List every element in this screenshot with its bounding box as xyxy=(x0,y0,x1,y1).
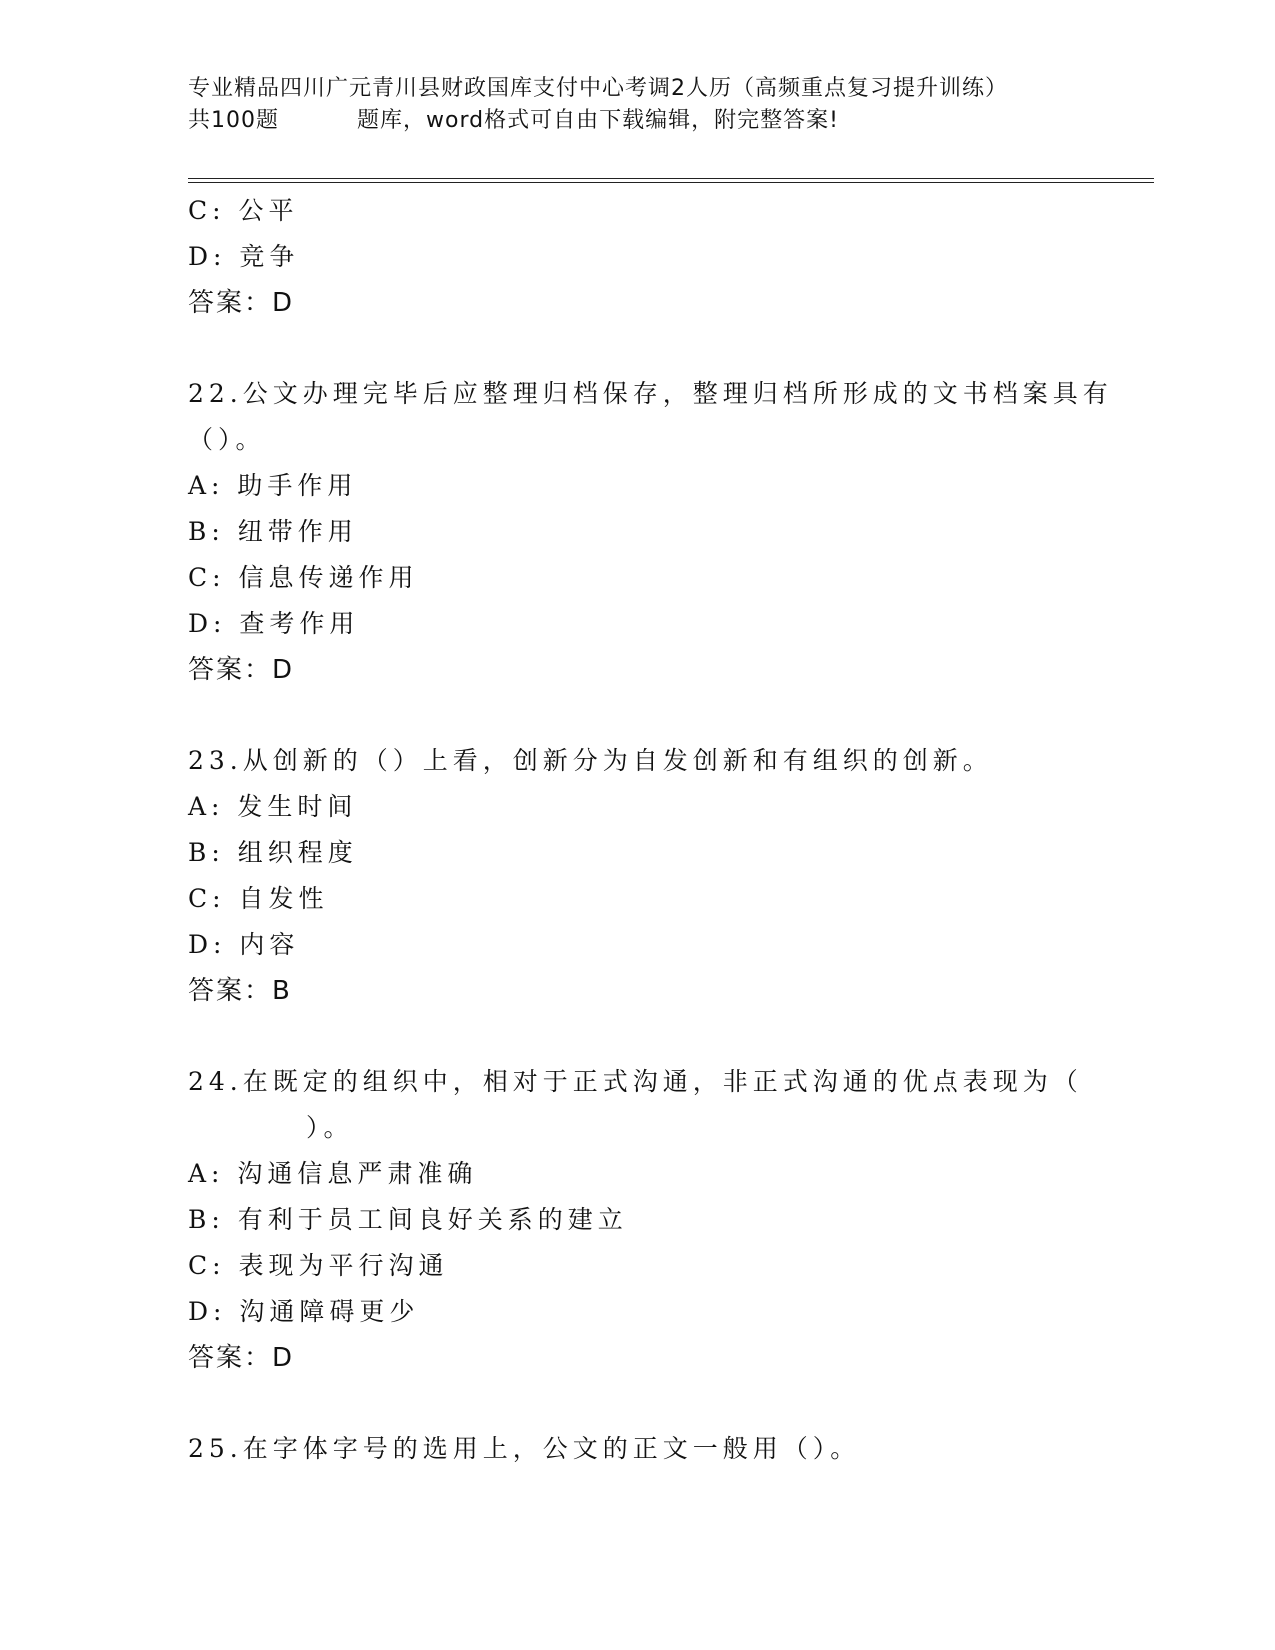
option-a: A: 助手作用 xyxy=(188,471,358,500)
header-subtitle-line xyxy=(188,105,1148,137)
option-c: C: 自发性 xyxy=(188,884,329,913)
option-b: B: 组织程度 xyxy=(188,838,358,867)
question-25 xyxy=(188,1426,1088,1472)
header-divider-top xyxy=(188,178,1154,179)
question-list xyxy=(188,188,1113,1472)
question-23 xyxy=(188,738,1088,1014)
header-divider-bottom xyxy=(188,182,1154,183)
answer-line: 答案：B xyxy=(188,976,292,1006)
answer-line: 答案：D xyxy=(188,1343,295,1373)
option-d: D: 查考作用 xyxy=(188,609,360,638)
header-title-line: 专业精品四川广元青川县财政国库支付中心考调2人历（高频重点复习提升训练） xyxy=(188,76,1008,101)
option-d: D: 竞争 xyxy=(188,242,300,271)
option-c: C: 公平 xyxy=(188,196,299,225)
option-a: A: 发生时间 xyxy=(188,792,358,821)
option-d: D: 沟通障碍更少 xyxy=(188,1297,420,1326)
option-a: A: 沟通信息严肃准确 xyxy=(188,1159,478,1188)
question-stem: 25.在字体字号的选用上，公文的正文一般用（）。 xyxy=(188,1434,861,1463)
question-24 xyxy=(188,1059,1088,1381)
option-d: D: 内容 xyxy=(188,930,300,959)
question-stem: 23.从创新的（）上看，创新分为自发创新和有组织的创新。 xyxy=(188,746,993,775)
option-b: B: 纽带作用 xyxy=(188,517,358,546)
document-header xyxy=(188,73,1148,137)
question-count: 共100题 xyxy=(188,108,279,133)
download-note: 题库，word格式可自由下载编辑，附完整答案! xyxy=(357,108,839,133)
answer-line: 答案：D xyxy=(188,655,295,685)
question-stem-continued: ）。 xyxy=(306,1113,354,1142)
question-stem: 22.公文办理完毕后应整理归档保存，整理归档所形成的文书档案具有 xyxy=(188,379,1113,408)
option-c: C: 表现为平行沟通 xyxy=(188,1251,449,1280)
question-22 xyxy=(188,371,1113,693)
option-c: C: 信息传递作用 xyxy=(188,563,419,592)
question-stem-continued: （）。 xyxy=(188,425,266,454)
question-21 xyxy=(188,188,1088,326)
question-stem: 24.在既定的组织中，相对于正式沟通，非正式沟通的优点表现为（ xyxy=(188,1067,1083,1096)
option-b: B: 有利于员工间良好关系的建立 xyxy=(188,1205,628,1234)
answer-line: 答案：D xyxy=(188,288,295,318)
